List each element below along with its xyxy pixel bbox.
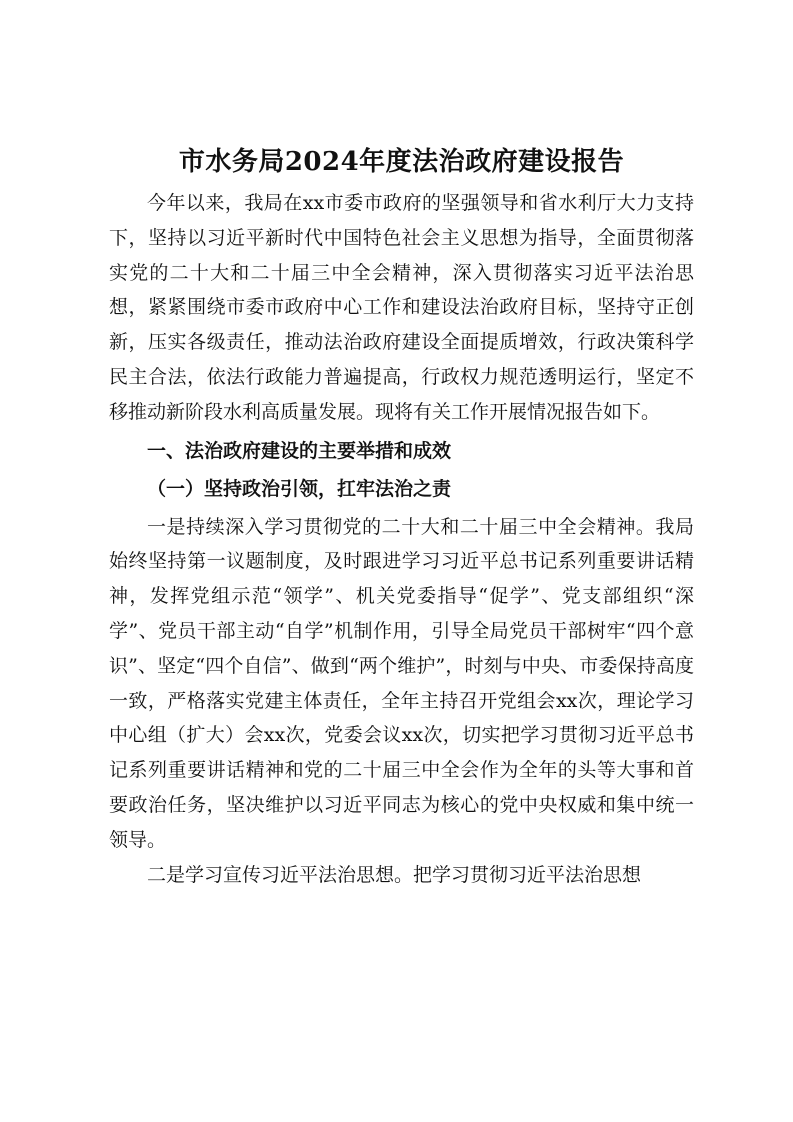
subsection-heading-1: （一）坚持政治引领，扛牢法治之责	[147, 477, 452, 500]
body-paragraph-1: 一是持续深入学习贯彻党的二十大和二十届三中全会精神。我局始终坚持第一议题制度，及时跟进学习习近平总书记系列重要讲话精神，发挥党组示范“领学”、机关党委指导“促学”、党支部组织“深学”、党员干部主动“自学”机制作用，引导全局党员干部树牢“四个意识”、坚定“四个自信”、做到“两个维护”，时刻与中央、市委保持高度一致，严格落实党建主体责任，全年主持召开党组会xx次，理论学习中心组（扩大）会xx次，党委会议xx次，切实把学习贯彻习近平总书记系列重要讲话精神和党的二十届三中全会作为全年的头等大事和首要政治任务，坚决维护以习近平同志为核心的党中央权威和集中统一领导。	[109, 515, 694, 851]
intro-paragraph: 今年以来，我局在xx市委市政府的坚强领导和省水利厅大力支持下，坚持以习近平新时代中国特色社会主义思想为指导，全面贯彻落实党的二十大和二十届三中全会精神，深入贯彻落实习近平法治思想，紧紧围绕市委市政府中心工作和建设法治政府目标，坚持守正创新，压实各级责任，推动法治政府建设全面提质增效，行政决策科学民主合法，依法行政能力普遍提高，行政权力规范透明运行，坚定不移推动新阶段水利高质量发展。现将有关工作开展情况报告如下。	[109, 192, 694, 423]
document-title: 市水务局2024年度法治政府建设报告	[178, 147, 625, 177]
section-heading-1: 一、法治政府建设的主要举措和成效	[147, 439, 452, 462]
body-paragraph-2: 二是学习宣传习近平法治思想。把学习贯彻习近平法治思想	[147, 863, 642, 886]
document-page	[109, 0, 694, 892]
